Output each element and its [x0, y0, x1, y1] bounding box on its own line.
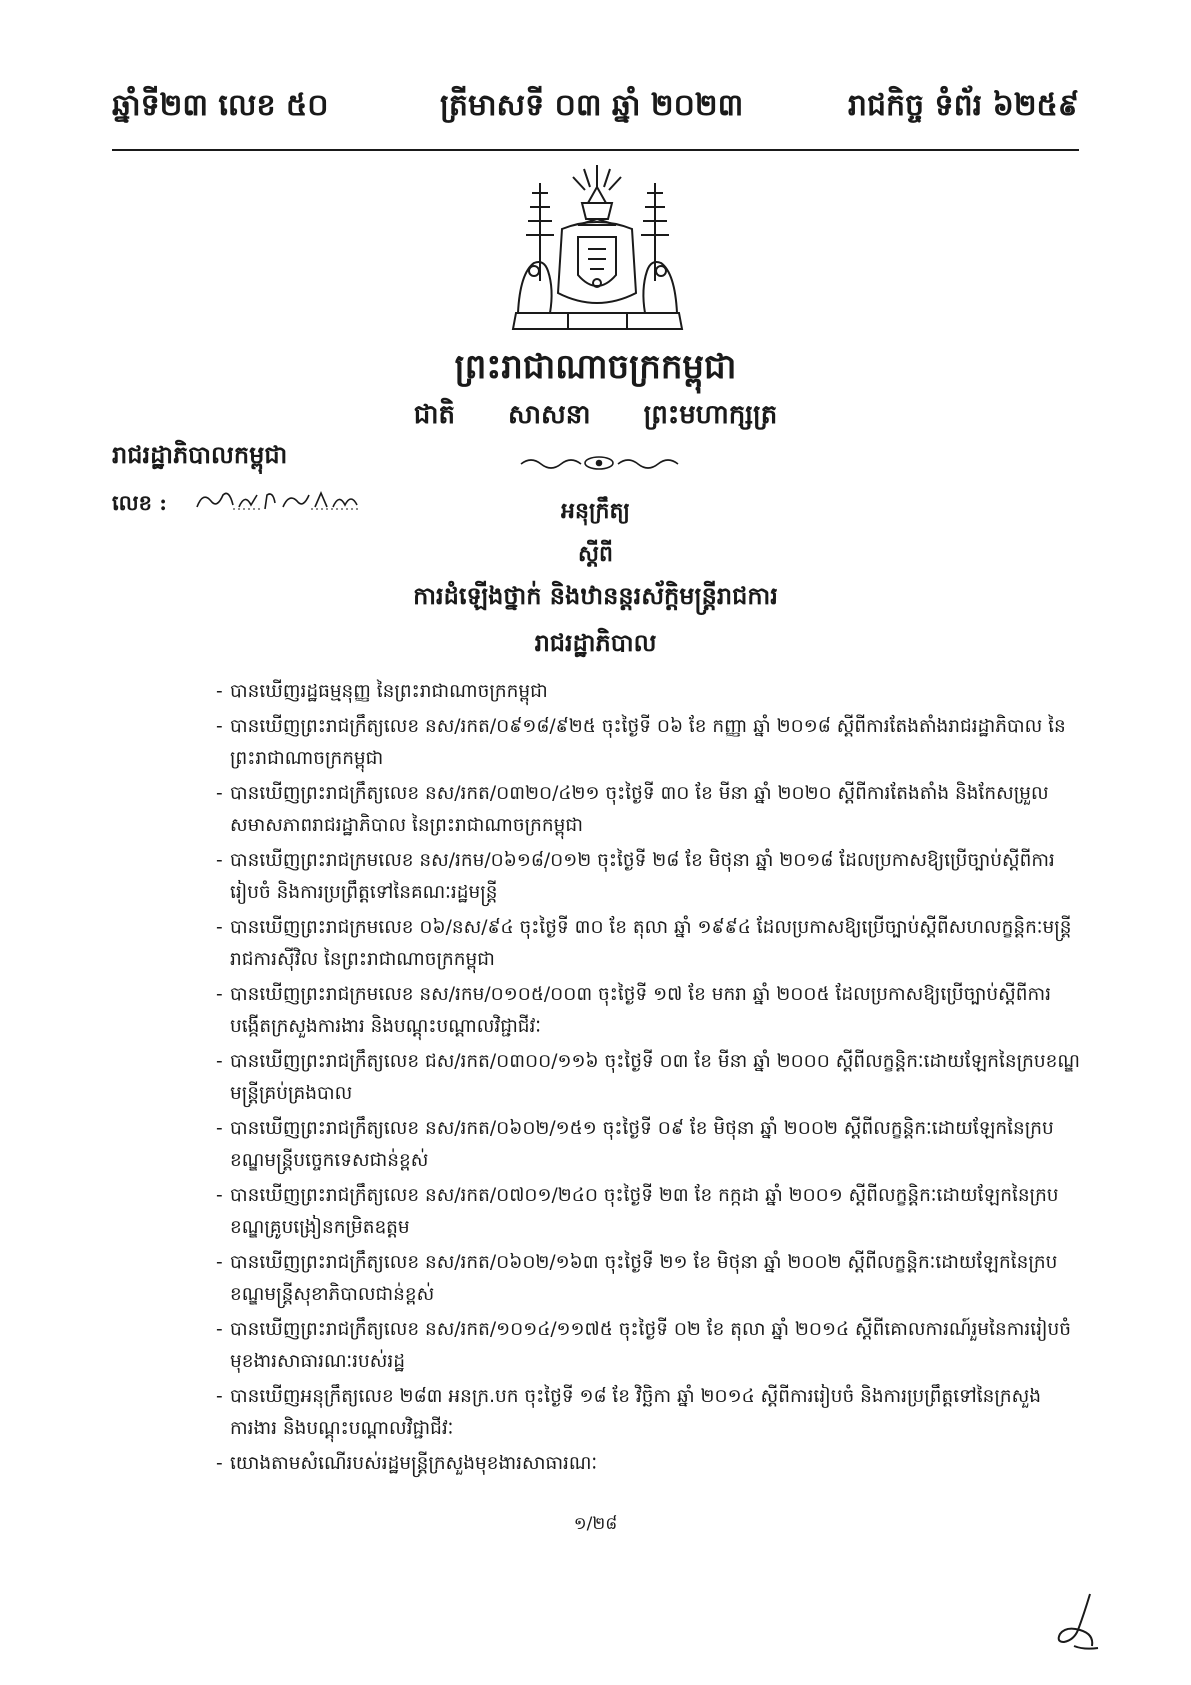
document-number-label: លេខ :: [112, 490, 168, 515]
reference-item: - បានឃើញអនុក្រឹត្យលេខ ២៨៣ អនក្រ.បក ចុះថ្ងៃទី ១៨ ខែ វិច្ឆិកា ឆ្នាំ ២០១៤ ស្តីពីការរៀបចំ និងការប្រព្រឹត្តទៅនៃក្រសួងការងារ និងបណ្តុះបណ្តាលវិជ្ជាជីវៈ: [216, 1386, 1042, 1439]
reference-item: - បានឃើញព្រះរាជក្រឹត្យលេខ នស/រកត/០៦០២/១៦៣ ចុះថ្ងៃទី ២១ ខែ មិថុនា ឆ្នាំ ២០០២ ស្តីពីលក្ខន្តិកៈដោយឡែកនៃក្របខណ្ឌមន្ត្រីសុខាភិបាលជាន់ខ្ពស់: [216, 1252, 1058, 1305]
header-gazette-page: រាជកិច្ច ទំព័រ ៦២៥៩: [847, 88, 1079, 123]
document-about-label: ស្តីពី: [578, 541, 613, 567]
reference-item: - បានឃើញព្រះរាជក្រឹត្យលេខ ជស/រកត/០៣០០/១១៦ ចុះថ្ងៃទី ០៣ ខែ មីនា ឆ្នាំ ២០០០ ស្តីពីលក្ខន្តិកៈដោយឡែកនៃក្របខណ្ឌមន្ត្រីគ្រប់គ្រងបាល: [216, 1051, 1080, 1104]
motto-king: ព្រះមហាក្សត្រ: [643, 400, 778, 430]
signature-initials-icon: [1050, 1590, 1108, 1654]
motto-nation: ជាតិ: [413, 400, 455, 430]
motto-religion: សាសនា: [508, 400, 591, 430]
kingdom-title: ព្រះរាជាណាចក្រកម្ពុជា: [454, 347, 737, 387]
header-quarter-year: ត្រីមាសទី ០៣ ឆ្នាំ ២០២៣: [440, 88, 744, 123]
issuing-government-name: រាជរដ្ឋាភិបាលកម្ពុជា: [112, 440, 288, 469]
legal-references-list: [216, 676, 1082, 1483]
document-type: អនុក្រឹត្យ: [561, 498, 630, 524]
reference-item: - បានឃើញព្រះរាជក្រមលេខ នស/រកម/០១០៥/០០៣ ចុះថ្ងៃទី ១៧ ខែ មករា ឆ្នាំ ២០០៥ ដែលប្រកាសឱ្យប្រើច្បាប់ស្តីពីការបង្កើតក្រសួងការងារ និងបណ្តុះបណ្តាលវិជ្ជាជីវៈ: [216, 984, 1052, 1037]
reference-item: - បានឃើញព្រះរាជក្រមលេខ នស/រកម/០៦១៨/០១២ ចុះថ្ងៃទី ២៨ ខែ មិថុនា ឆ្នាំ ២០១៨ ដែលប្រកាសឱ្យប្រើច្បាប់ស្តីពីការរៀបចំ និងការប្រព្រឹត្តទៅនៃគណៈរដ្ឋមន្ត្រី: [216, 850, 1055, 903]
reference-item: - បានឃើញព្រះរាជក្រឹត្យលេខ នស/រកត/០៩១៨/៩២៥ ចុះថ្ងៃទី ០៦ ខែ កញ្ញា ឆ្នាំ ២០១៨ ស្តីពីការតែងតាំងរាជរដ្ឋាភិបាល នៃព្រះរាជាណាចក្រកម្ពុជា: [216, 716, 1066, 769]
page-number: ១/២៨: [573, 1514, 618, 1534]
header-volume-issue: ឆ្នាំទី២៣ លេខ ៥០: [112, 88, 329, 123]
reference-item: - បានឃើញព្រះរាជក្រឹត្យលេខ នស/រកត/១០១៤/១១៧៥ ចុះថ្ងៃទី ០២ ខែ តុលា ឆ្នាំ ២០១៤ ស្តីពីគោលការណ៍រួមនៃការរៀបចំមុខងារសាធារណៈរបស់រដ្ឋ: [216, 1319, 1071, 1372]
reference-item: - បានឃើញព្រះរាជក្រមលេខ ០៦/នស/៩៤ ចុះថ្ងៃទី ៣០ ខែ តុលា ឆ្នាំ ១៩៩៤ ដែលប្រកាសឱ្យប្រើច្បាប់ស្តីពីសហលក្ខន្តិកៈមន្ត្រីរាជការស៊ីវិល នៃព្រះរាជាណាចក្រកម្ពុជា: [216, 917, 1072, 970]
reference-item: - យោងតាមសំណើរបស់រដ្ឋមន្ត្រីក្រសួងមុខងារសាធារណៈ: [216, 1453, 598, 1474]
reference-item: - បានឃើញព្រះរាជក្រឹត្យលេខ នស/រកត/០៣២០/៤២១ ចុះថ្ងៃទី ៣០ ខែ មីនា ឆ្នាំ ២០២០ ស្តីពីការតែងតាំង និងកែសម្រួលសមាសភាពរាជរដ្ឋាភិបាល នៃព្រះរាជាណាចក្រកម្ពុជា: [216, 783, 1049, 836]
reference-item: - បានឃើញព្រះរាជក្រឹត្យលេខ នស/រកត/០៦០២/១៥១ ចុះថ្ងៃទី ០៩ ខែ មិថុនា ឆ្នាំ ២០០២ ស្តីពីលក្ខន្តិកៈដោយឡែកនៃក្របខណ្ឌមន្ត្រីបច្ចេកទេសជាន់ខ្ពស់: [216, 1118, 1054, 1171]
reference-item: - បានឃើញព្រះរាជក្រឹត្យលេខ នស/រកត/០៧០១/២៤០ ចុះថ្ងៃទី ២៣ ខែ កក្កដា ឆ្នាំ ២០០១ ស្តីពីលក្ខន្តិកៈដោយឡែកនៃក្របខណ្ឌគ្រូបង្រៀនកម្រិតឧត្តម: [216, 1185, 1059, 1238]
document-subject: ការដំឡើងថ្នាក់ និងឋានន្តរស័ក្តិមន្ត្រីរាជការ: [413, 581, 778, 610]
national-motto: [0, 398, 1191, 436]
header-rule: [112, 149, 1079, 151]
issuing-authority: រាជរដ្ឋាភិបាល: [534, 628, 657, 657]
royal-coat-of-arms-icon: [510, 163, 685, 339]
ornament-divider-icon: [517, 452, 682, 474]
reference-item: - បានឃើញរដ្ឋធម្មនុញ្ញ នៃព្រះរាជាណាចក្រកម្ពុជា: [216, 681, 548, 702]
